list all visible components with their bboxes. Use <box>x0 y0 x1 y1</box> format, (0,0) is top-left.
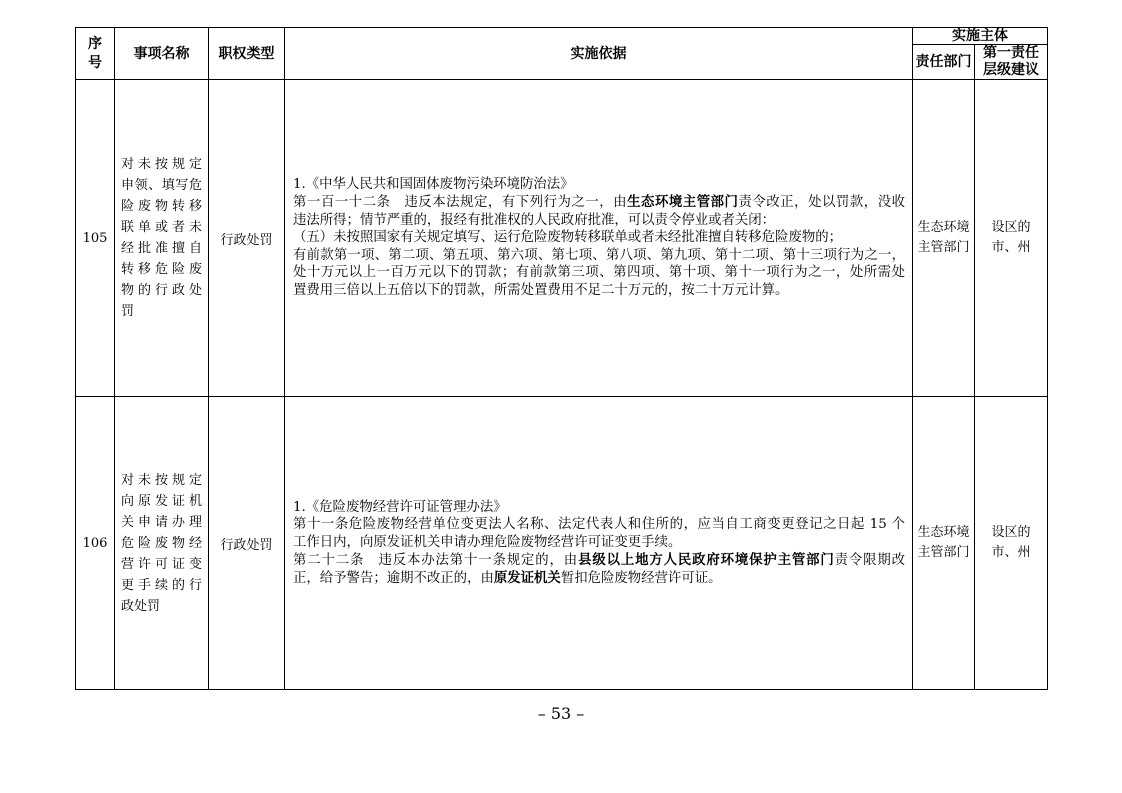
item-name-line: 联单或者未 <box>121 220 202 235</box>
header-subject <box>913 28 1048 45</box>
item-name-line: 经批准擅自 <box>121 241 202 256</box>
page-number: – 53 – <box>537 704 585 723</box>
item-name-line: 营许可证变 <box>121 556 202 572</box>
row-level-text: 设区的市、州 <box>991 220 1031 255</box>
header-power-type-label: 职权类型 <box>218 45 275 62</box>
row-basis <box>285 397 913 690</box>
basis-text-segment: 第二十二条 违反本办法第十一条规定的，由 <box>293 552 579 568</box>
basis-line <box>293 570 905 588</box>
row-item-name <box>115 80 209 397</box>
basis-line: 有前款第一项、第二项、第五项、第六项、第七项、第八项、第九项、第十二项、第十三项行为之一， <box>293 247 905 263</box>
item-name-line: 物的行政处 <box>121 283 202 298</box>
basis-line: 第十一条危险废物经营单位变更法人名称、法定代表人和住所的，应当自工商变更登记之日起 15 个 <box>293 517 905 533</box>
basis-line: 置费用三倍以上五倍以下的罚款，所需处置费用不足二十万元的，按二十万元计算。 <box>293 282 789 298</box>
item-name-line: 关申请办理 <box>121 514 202 530</box>
item-name-line: 向原发证机 <box>121 493 202 509</box>
header-power-type <box>209 28 285 80</box>
basis-line: 1.《中华人民共和国固体废物污染环境防治法》 <box>293 177 574 193</box>
basis-line: 处十万元以上一百万元以下的罚款；有前款第三项、第四项、第十项、第十一项行为之一，处所需处 <box>293 265 905 281</box>
row-dept-text: 生态环境主管部门 <box>917 220 970 255</box>
item-name-line: 罚 <box>121 304 135 319</box>
basis-text-segment: 暂扣危险废物经营许可证。 <box>560 570 722 586</box>
basis-text-segment: 责令限期改 <box>834 552 906 568</box>
header-subject-label: 实施主体 <box>952 28 1008 44</box>
row-basis <box>285 80 913 397</box>
basis-text-segment: 第一百一十二条 违反本法规定，有下列行为之一，由 <box>293 195 628 211</box>
item-name-line: 对未按规定 <box>121 157 202 172</box>
basis-emphasis-segment: 原发证机关 <box>493 569 561 586</box>
basis-line <box>293 552 905 570</box>
item-name-line: 危险废物经 <box>121 535 202 551</box>
basis-line: 1.《危险废物经营许可证管理办法》 <box>293 499 507 515</box>
basis-emphasis-segment: 生态环境主管部门 <box>627 194 739 211</box>
row-seq: 106 <box>76 397 115 690</box>
row-level-text: 设区的市、州 <box>991 525 1031 560</box>
header-dept-label: 责任部门 <box>915 54 972 70</box>
item-name-line: 转移危险废 <box>121 262 202 277</box>
header-basis <box>285 28 913 80</box>
header-basis-label: 实施依据 <box>570 45 627 62</box>
row-level <box>975 397 1048 690</box>
basis-line <box>293 194 905 212</box>
basis-text-segment: 责令改正，处以罚款，没收 <box>738 195 906 211</box>
power-list-table <box>75 27 1048 690</box>
item-name-line: 申领、填写危 <box>121 178 202 193</box>
header-level <box>975 45 1048 80</box>
basis-line: （五）未按照国家有关规定填写、运行危险废物转移联单或者未经批准擅自转移危险废物的； <box>293 230 843 246</box>
basis-line: 工作日内，向原发证机关申请办理危险废物经营许可证变更手续。 <box>293 535 682 551</box>
item-name-line: 险废物转移 <box>121 199 202 214</box>
row-seq: 105 <box>76 80 115 397</box>
table-row <box>76 397 1048 690</box>
header-row <box>76 28 1048 45</box>
row-power-type: 行政处罚 <box>209 397 285 690</box>
item-name-line: 对未按规定 <box>121 472 202 488</box>
row-power-type: 行政处罚 <box>209 80 285 397</box>
header-dept <box>913 45 975 80</box>
row-item-name <box>115 397 209 690</box>
row-dept <box>913 397 975 690</box>
header-seq <box>76 28 115 80</box>
row-dept <box>913 80 975 397</box>
basis-emphasis-segment: 县级以上地方人民政府环境保护主管部门 <box>578 551 835 568</box>
item-name-line: 政处罚 <box>121 598 161 614</box>
basis-text-segment: 正，给予警告；逾期不改正的，由 <box>293 570 494 586</box>
item-name-line: 更手续的行 <box>121 577 202 593</box>
header-level-label: 第一责任层级建议 <box>983 45 1039 78</box>
header-seq-label: 序号 <box>88 35 102 71</box>
row-dept-text: 生态环境主管部门 <box>917 525 970 560</box>
header-item-name <box>115 28 209 80</box>
header-item-name-label: 事项名称 <box>133 45 190 62</box>
basis-line: 违法所得；情节严重的，报经有批准权的人民政府批准，可以责令停业或者关闭： <box>293 212 776 228</box>
row-level <box>975 80 1048 397</box>
table-row <box>76 80 1048 397</box>
